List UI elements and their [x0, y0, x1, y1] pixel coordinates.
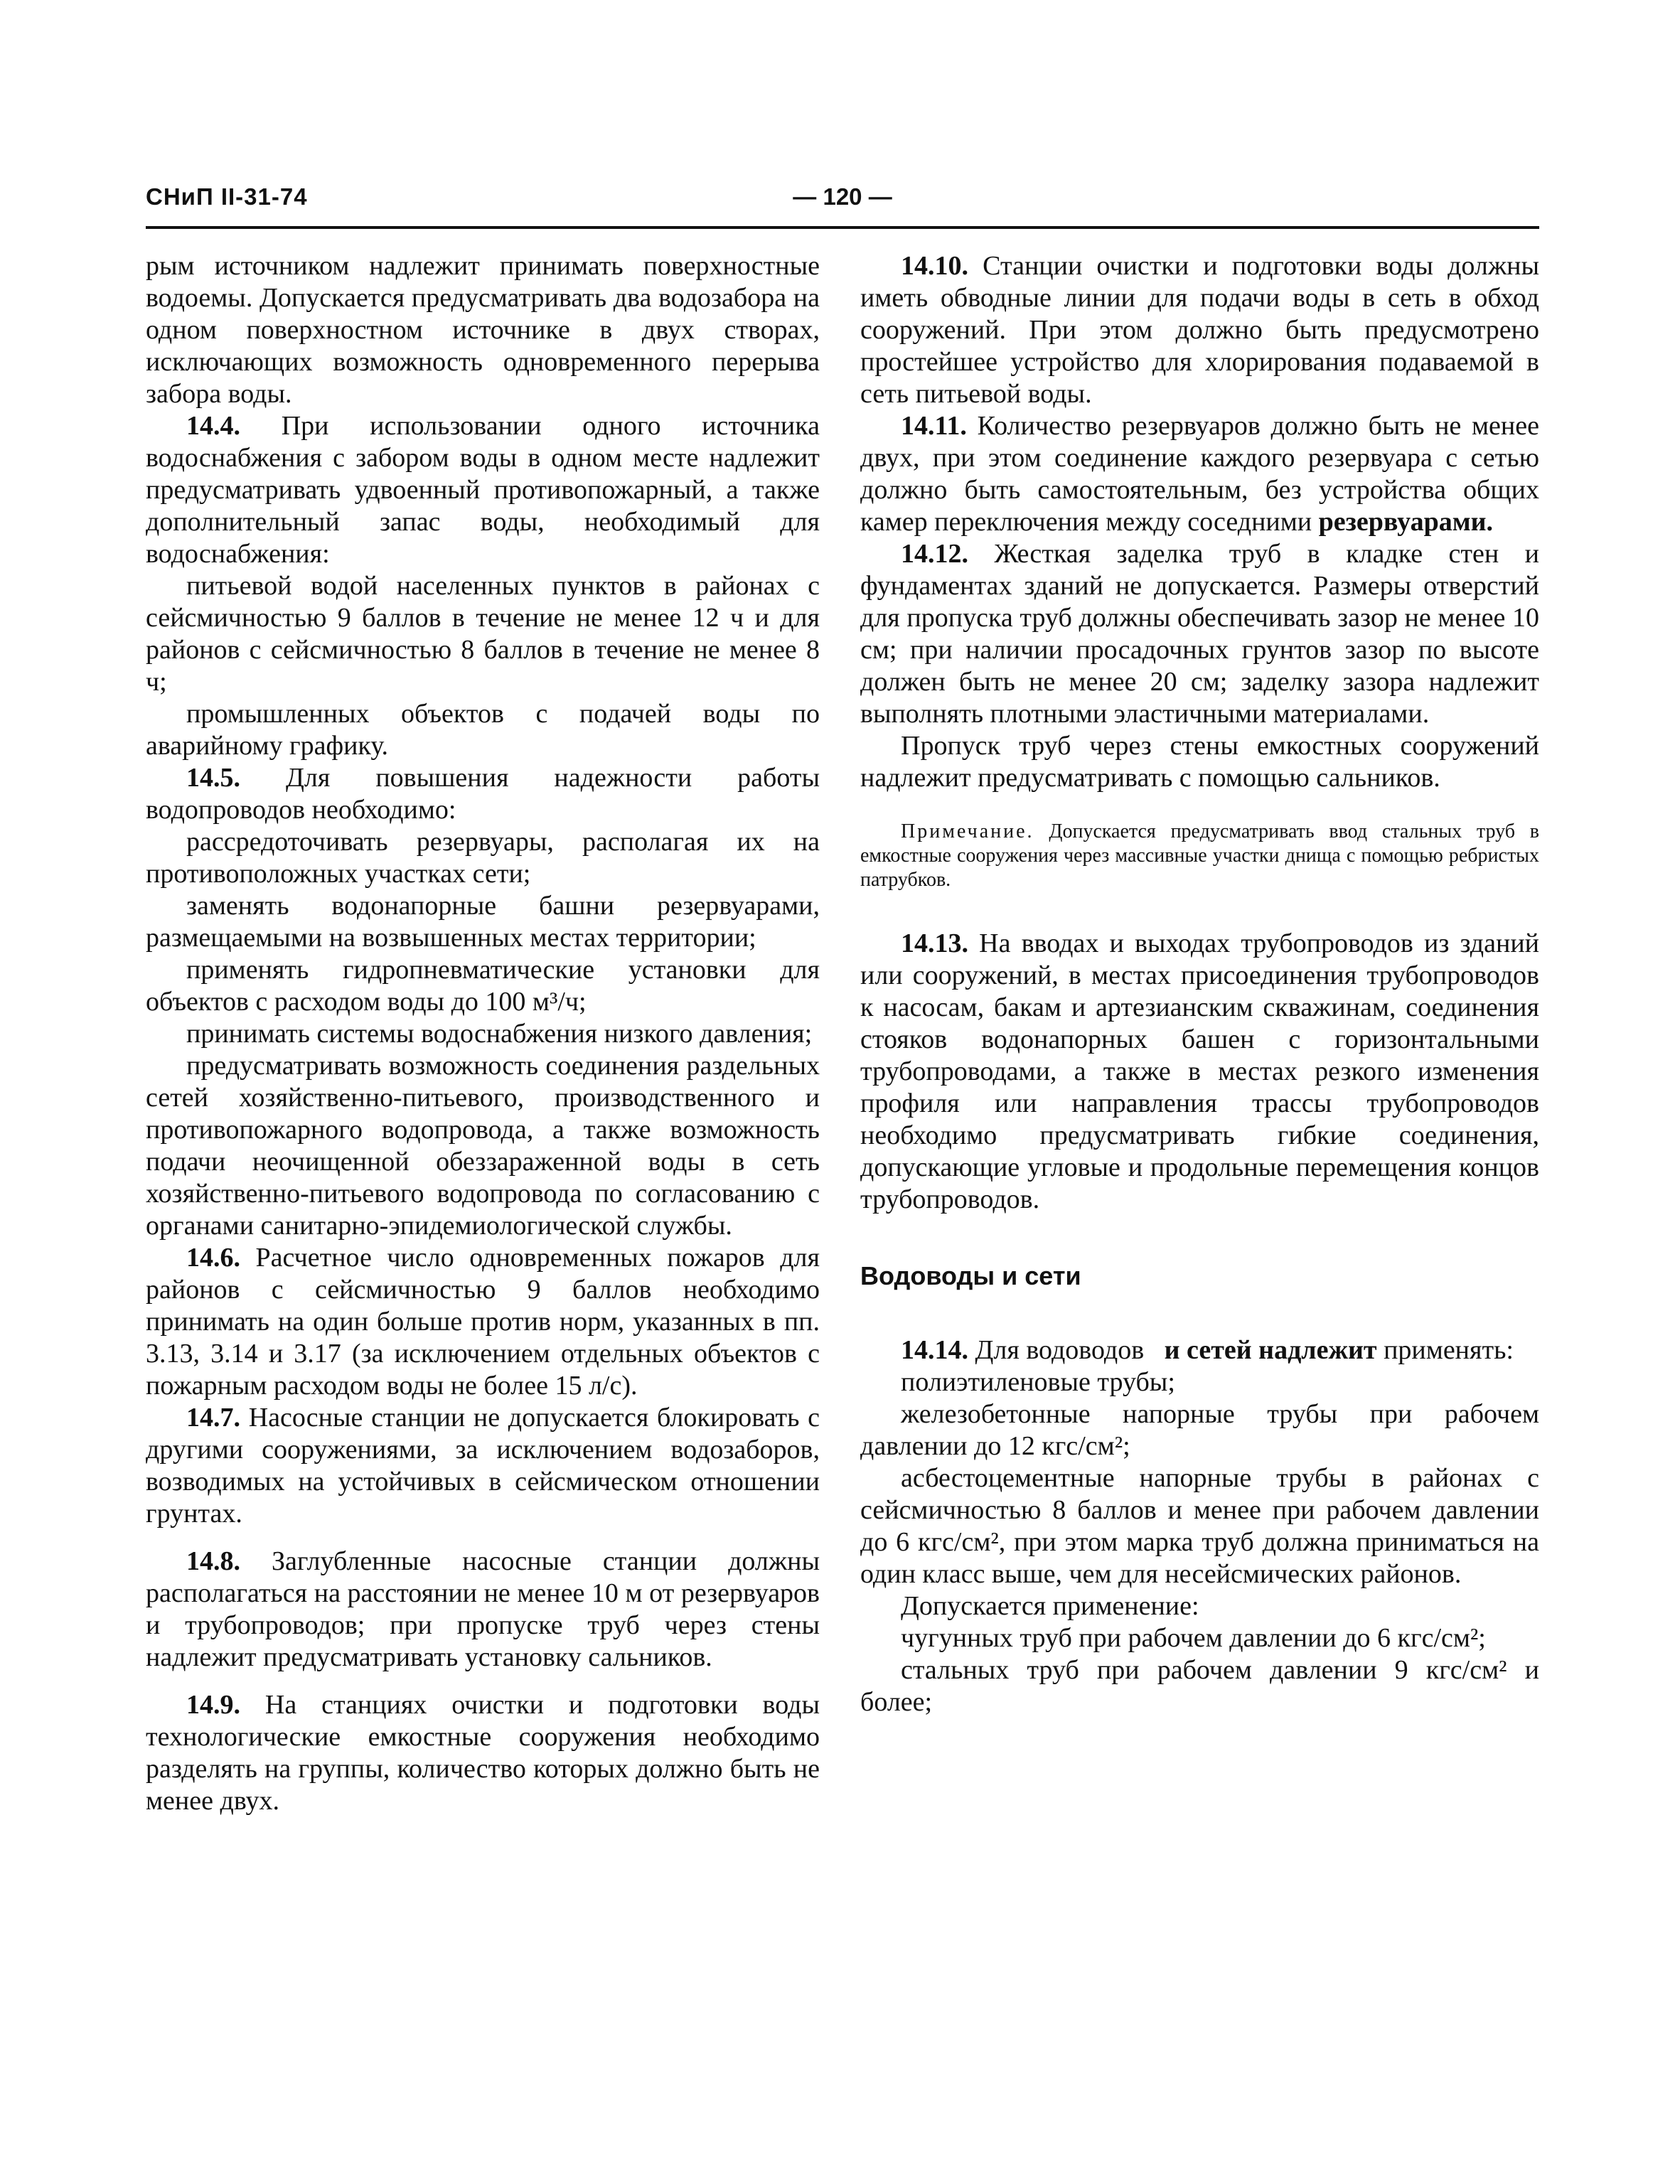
list-item: полиэтиленовые трубы; [901, 1367, 1175, 1397]
clause-14-7: 14.7. Насосные станции не допускается блокировать с другими сооружениями, за исключением водозаборов, возводимых на устойчивых в сейсмическом отношении грунтах. [146, 1403, 820, 1529]
clause-14-4: 14.4. При использовании одного источника водоснабжения с забором воды в одном месте надлежит предусматривать удвоенный противопожарный, а также дополнительный запас воды, необходимый для водоснабжения: [146, 411, 820, 569]
header-rule [146, 226, 1539, 229]
list-item: чугунных труб при рабочем давлении до 6 кгс/см²; [901, 1623, 1486, 1653]
clause-number: 14.7. [186, 1403, 240, 1433]
clause-number: 14.8. [186, 1546, 240, 1576]
clause-number: 14.4. [186, 411, 240, 441]
left-column [146, 250, 820, 1817]
list-item: принимать системы водоснабжения низкого давления; [186, 1019, 813, 1049]
list-item: железобетонные напорные трубы при рабочем давлении до 12 кгс/см²; [860, 1399, 1539, 1461]
clause-14-13: 14.13. На вводах и выходах трубопроводов из зданий или сооружений, в местах присоединения трубопроводов к насосам, бакам и артезианским скважинам, соединения стояков водонапорных башен с горизонтальными трубопроводами, а также в местах резкого изменения профиля или направления трассы трубопроводов необходимо предусматривать гибкие соединения, допускающие угловые и продольные перемещения концов трубопроводов. [860, 928, 1540, 1214]
clause-14-11: 14.11. Количество резервуаров должно быть не менее двух, при этом соединение каждого резервуара с сетью должно быть самостоятельным, без устройства общих камер переключения между соседними резервуарами. [860, 411, 1539, 537]
page-header [146, 183, 1539, 226]
list-item: заменять водонапорные башни резервуарами, размещаемыми на возвышенных местах территории; [146, 891, 820, 953]
paragraph: Пропуск труб через стены емкостных сооружений надлежит предусматривать с помощью сальников. [860, 731, 1539, 793]
paragraph: рым источником надлежит принимать поверхностные водоемы. Допускается предусматривать два водозабора на одном поверхностном источнике в двух створах, исключающих возможность одновременного перерыва забора воды. [146, 251, 820, 409]
clause-number: 14.14. [901, 1335, 968, 1365]
clause-number: 14.11. [901, 411, 967, 441]
section-heading: Водоводы и сети [860, 1261, 1081, 1290]
paragraph: Допускается применение: [901, 1591, 1199, 1621]
clause-number: 14.5. [186, 763, 240, 793]
list-item: промышленных объектов с подачей воды по аварийному графику. [146, 699, 820, 761]
clause-number: 14.13. [901, 928, 968, 958]
document-code: СНиП II-31-74 [146, 183, 308, 210]
list-item: асбестоцементные напорные трубы в районах с сейсмичностью 8 баллов и менее при рабочем давлении до 6 кгс/см², при этом марка труб должна приниматься на один класс выше, чем для несейсмических районов. [860, 1463, 1539, 1589]
clause-14-5: 14.5. Для повышения надежности работы водопроводов необходимо: [146, 763, 820, 825]
clause-number: 14.12. [901, 539, 968, 569]
clause-number: 14.6. [186, 1243, 240, 1273]
list-item: питьевой водой населенных пунктов в районах с сейсмичностью 9 баллов в течение не менее 12 ч и для районов с сейсмичностью 8 баллов в течение не менее 8 ч; [146, 571, 820, 697]
list-item: предусматривать возможность соединения раздельных сетей хозяйственно-питьевого, производственного и противопожарного водопровода, а также возможность подачи неочищенной обеззараженной воды в сеть хозяйственно-питьевого водопровода по согласованию с органами санитарно-эпидемиологической службы. [146, 1051, 820, 1241]
list-item: применять гидропневматические установки для объектов с расходом воды до 100 м³/ч; [146, 955, 820, 1017]
clause-14-12: 14.12. Жесткая заделка труб в кладке стен и фундаментах зданий не допускается. Размеры отверстий для пропуска труб должны обеспечивать зазор не менее 10 см; при наличии просадочных грунтов зазор по высоте должен быть не менее 20 см; заделку зазора надлежит выполнять плотными эластичными материалами. [860, 539, 1540, 729]
clause-14-6: 14.6. Расчетное число одновременных пожаров для районов с сейсмичностью 9 баллов необходимо принимать на один больше против норм, указанных в пп. 3.13, 3.14 и 3.17 (за исключением отдельных объектов с пожарным расходом воды не более 15 л/с). [146, 1243, 820, 1401]
clause-14-8: 14.8. Заглубленные насосные станции должны располагаться на расстоянии не менее 10 м от резервуаров и трубопроводов; при пропуске труб через стены надлежит предусматривать установку сальников. [146, 1546, 820, 1672]
clause-14-14: 14.14. Для водоводов и сетей надлежит применять: [901, 1335, 1514, 1365]
clause-number: 14.9. [186, 1690, 240, 1720]
list-item: стальных труб при рабочем давлении 9 кгс/см² и более; [860, 1655, 1539, 1717]
clause-number: 14.10. [901, 251, 968, 281]
page-number: — 120 — [793, 183, 892, 210]
clause-14-9: 14.9. На станциях очистки и подготовки воды технологические емкостные сооружения необходимо разделять на группы, количество которых должно быть не менее двух. [146, 1690, 820, 1816]
list-item: рассредоточивать резервуары, располагая их на противоположных участках сети; [146, 827, 820, 889]
clause-14-10: 14.10. Станции очистки и подготовки воды должны иметь обводные линии для подачи воды в сеть в обход сооружений. При этом должно быть предусмотрено простейшее устройство для хлорирования подаваемой в сеть питьевой воды. [860, 251, 1539, 409]
right-column [860, 250, 1539, 1718]
note-label: Примечание. [901, 820, 1034, 842]
footnote: Примечание. Допускается предусматривать ввод стальных труб в емкостные сооружения через массивные участки днища с помощью ребристых патрубков. [860, 820, 1540, 891]
